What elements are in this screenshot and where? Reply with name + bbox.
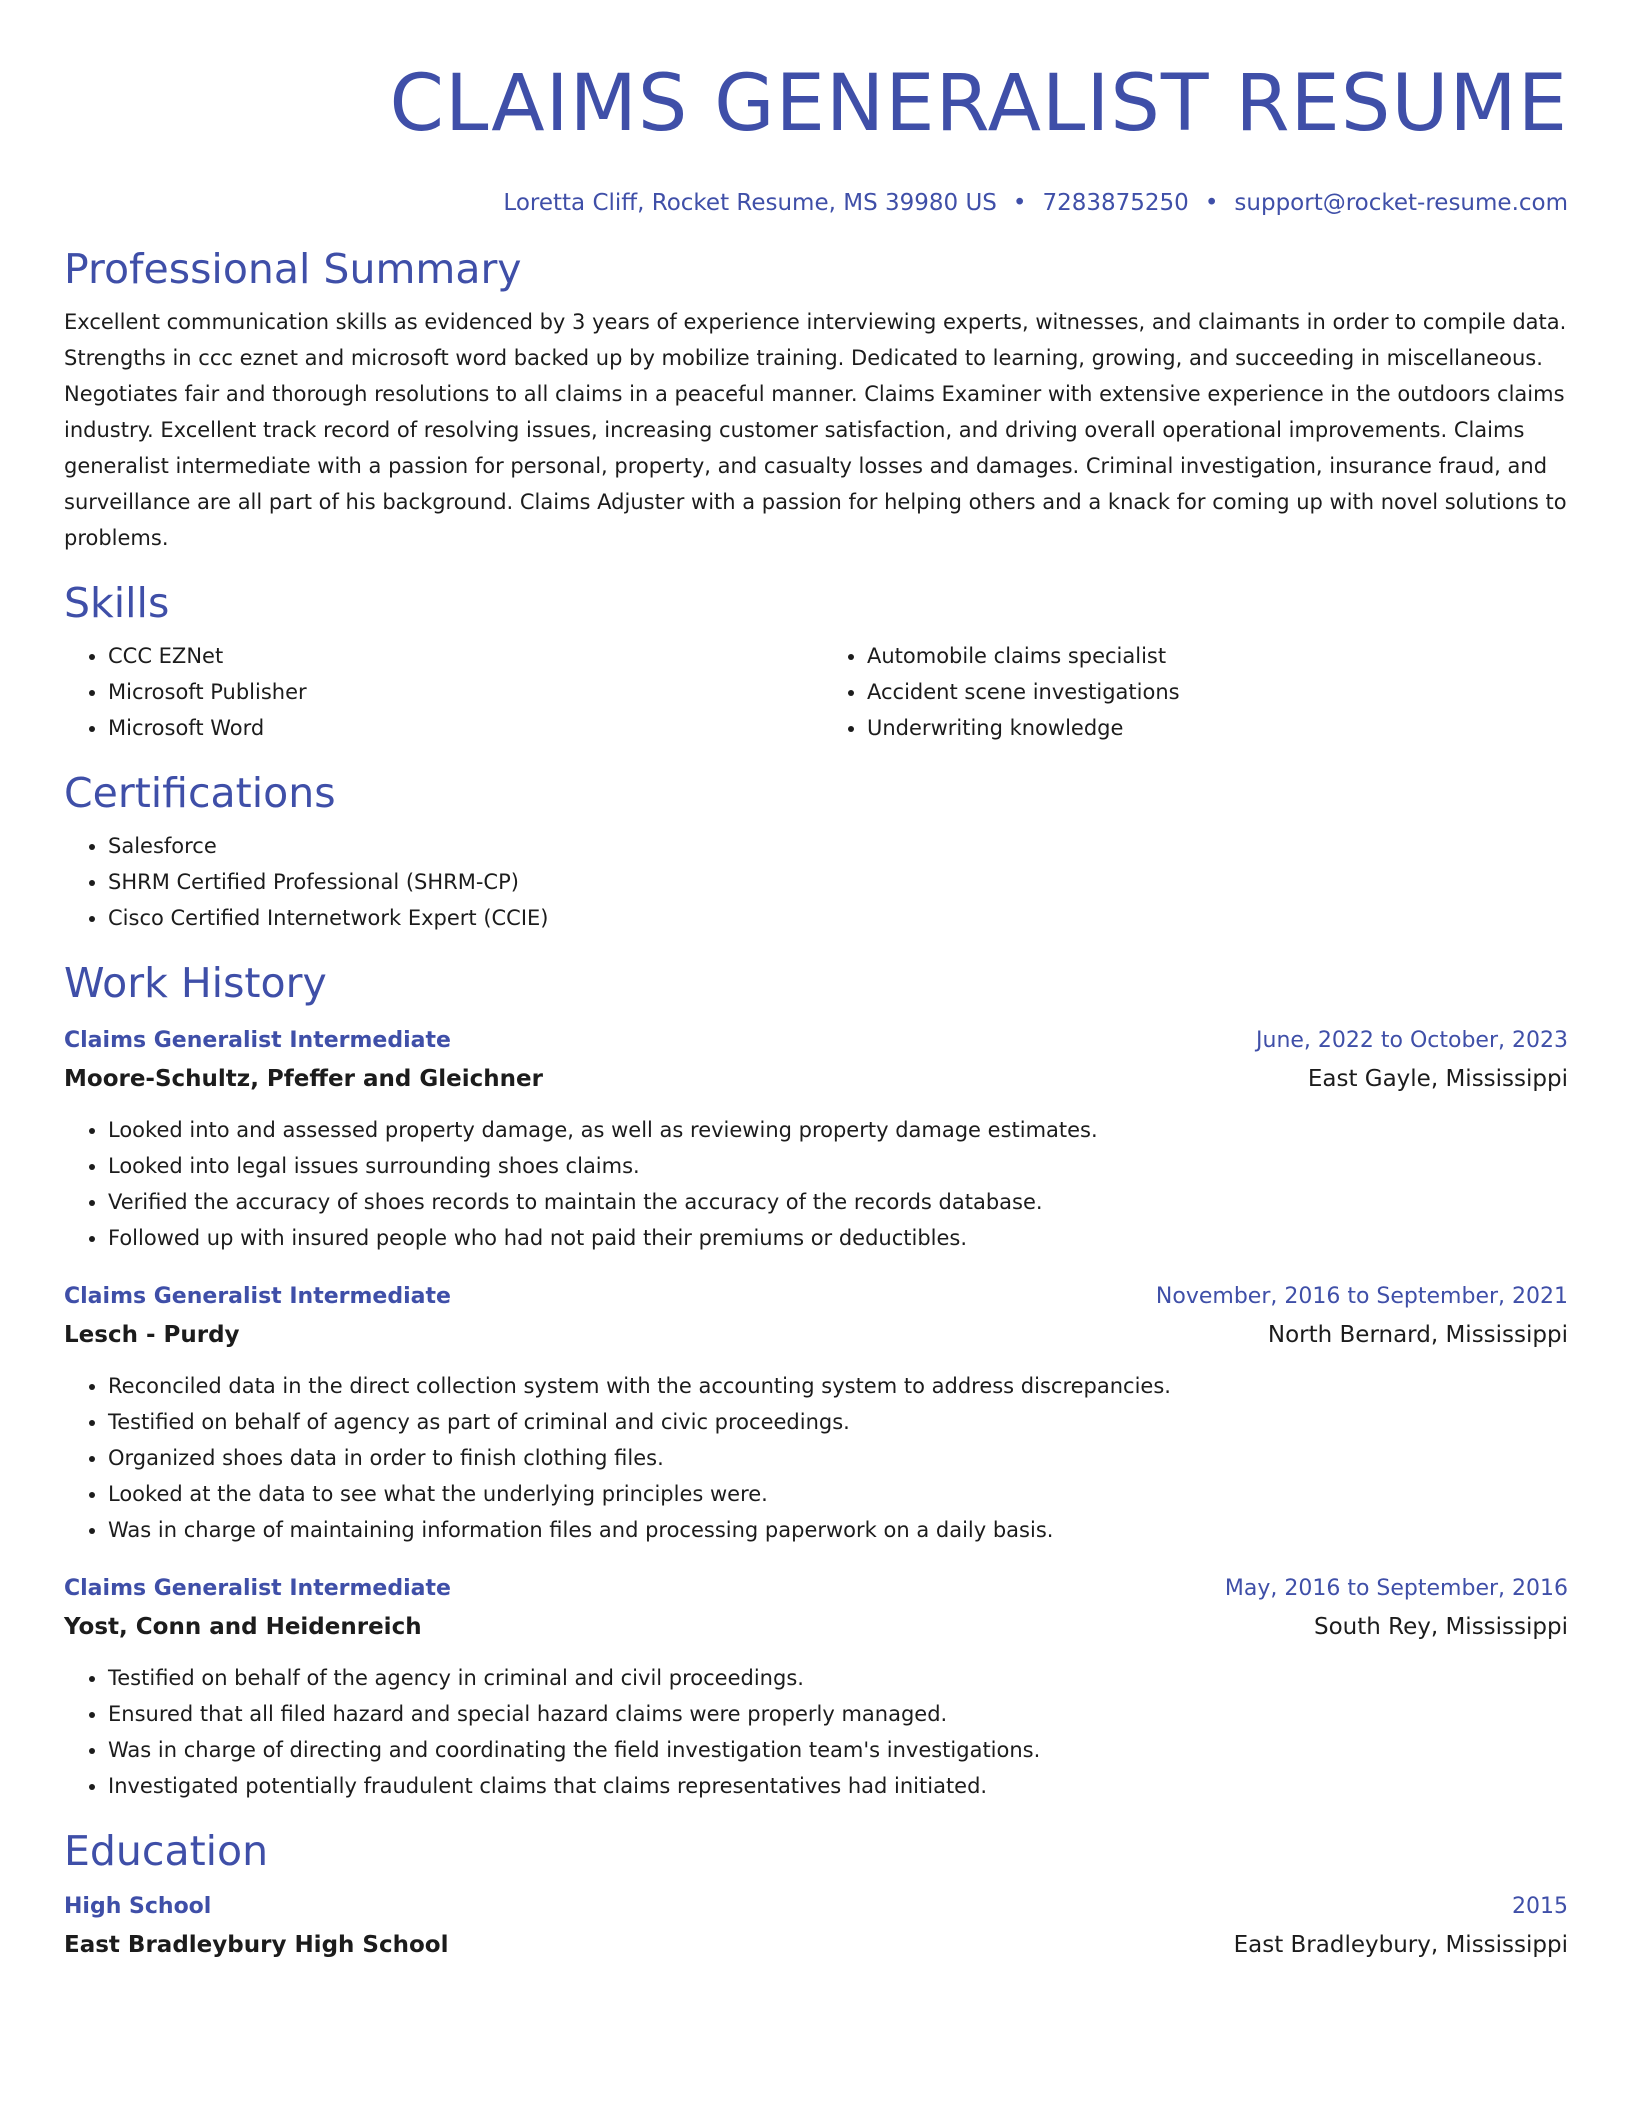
job-bullet: • Looked at the data to see what the underlying principles were. <box>108 1476 1568 1512</box>
job-location: North Bernard, Mississippi <box>1267 1322 1568 1348</box>
skill-item: • Automobile claims specialist <box>867 638 1568 674</box>
job-dates: November, 2016 to September, 2021 <box>1155 1284 1568 1309</box>
job-bullet: • Investigated potentially fraudulent claims that claims representatives had initiated. <box>108 1768 1568 1804</box>
job-title: Claims Generalist Intermediate <box>64 1284 451 1309</box>
job-bullets <box>64 1368 1568 1548</box>
job-bullets <box>64 1660 1568 1804</box>
job-bullet: • Verified the accuracy of shoes records to maintain the accuracy of the records database. <box>108 1184 1568 1220</box>
skills-left-column <box>64 638 809 746</box>
job-bullet: • Reconciled data in the direct collection system with the accounting system to address discrepancies. <box>108 1368 1568 1404</box>
job-bullet: • Was in charge of maintaining information files and processing paperwork on a daily basis. <box>108 1512 1568 1548</box>
certifications-list <box>64 828 1568 936</box>
job-employer: Yost, Conn and Heidenreich <box>64 1614 422 1640</box>
work-history-heading: Work History <box>64 959 327 1007</box>
contact-separator: • <box>1204 190 1219 216</box>
job-bullet: • Testified on behalf of the agency in criminal and civil proceedings. <box>108 1660 1568 1696</box>
job-bullet: • Followed up with insured people who had not paid their premiums or deductibles. <box>108 1220 1568 1256</box>
job-bullet: • Was in charge of directing and coordinating the field investigation team's investigations. <box>108 1732 1568 1768</box>
contact-separator: • <box>1012 190 1027 216</box>
summary-heading: Professional Summary <box>64 245 522 293</box>
education-year: 2015 <box>1512 1894 1568 1919</box>
contact-email: support@rocket-resume.com <box>1234 190 1568 216</box>
job-bullets <box>64 1112 1568 1256</box>
job-location: East Gayle, Mississippi <box>1307 1066 1568 1092</box>
skill-item: • CCC EZNet <box>108 638 809 674</box>
contact-address: Loretta Cliff, Rocket Resume, MS 39980 US <box>503 190 997 216</box>
job-dates: June, 2022 to October, 2023 <box>1256 1028 1568 1053</box>
job-employer: Moore-Schultz, Pfeffer and Gleichner <box>64 1066 543 1092</box>
job-bullet: • Looked into and assessed property damage, as well as reviewing property damage estimates. <box>108 1112 1568 1148</box>
job-entry <box>64 1022 1568 1256</box>
skill-item: • Accident scene investigations <box>867 674 1568 710</box>
job-bullet: • Ensured that all filed hazard and special hazard claims were properly managed. <box>108 1696 1568 1732</box>
certification-item: • Cisco Certified Internetwork Expert (CCIE) <box>108 900 1568 936</box>
job-location: South Rey, Mississippi <box>1313 1614 1568 1640</box>
job-bullet: • Organized shoes data in order to finish clothing files. <box>108 1440 1568 1476</box>
skills-heading: Skills <box>64 579 170 627</box>
education-school: East Bradleybury High School <box>64 1932 449 1958</box>
job-employer: Lesch - Purdy <box>64 1322 240 1348</box>
summary-text: Excellent communication skills as evidenced by 3 years of experience interviewing experts, witnesses, and claimants in order to compile data. Strengths in ccc eznet and microsoft word backed up by mobilize training. Dedicated to learning, growing, and succeeding in miscellaneous. Negotiates fair and thorough resolutions to all claims in a peaceful manner. Claims Examiner with extensive experience in the outdoors claims industry. Excellent track record of resolving issues, increasing customer satisfaction, and driving overall operational improvements. Claims generalist intermediate with a passion for personal, property, and casualty losses and damages. Criminal investigation, insurance fraud, and surveillance are all part of his background. Claims Adjuster with a passion for helping others and a knack for coming up with novel solutions to problems. <box>64 310 1567 550</box>
certification-item: • SHRM Certified Professional (SHRM-CP) <box>108 864 1568 900</box>
skill-item: • Microsoft Publisher <box>108 674 809 710</box>
job-entry <box>64 1278 1568 1548</box>
job-entry <box>64 1570 1568 1804</box>
contact-line <box>64 188 1568 218</box>
education-location: East Bradleybury, Mississippi <box>1233 1932 1568 1958</box>
certification-item: • Salesforce <box>108 828 1568 864</box>
job-bullet: • Testified on behalf of agency as part of criminal and civic proceedings. <box>108 1404 1568 1440</box>
resume-title: CLAIMS GENERALIST RESUME <box>389 59 1568 149</box>
skill-item: • Underwriting knowledge <box>867 710 1568 746</box>
education-heading: Education <box>64 1827 269 1875</box>
job-dates: May, 2016 to September, 2016 <box>1224 1576 1568 1601</box>
certifications-heading: Certifications <box>64 769 336 817</box>
education-entry <box>64 1888 1568 1964</box>
education-degree: High School <box>64 1894 212 1919</box>
contact-phone: 7283875250 <box>1042 190 1189 216</box>
job-title: Claims Generalist Intermediate <box>64 1028 451 1053</box>
skills-right-column <box>809 638 1568 746</box>
skill-item: • Microsoft Word <box>108 710 809 746</box>
job-bullet: • Looked into legal issues surrounding shoes claims. <box>108 1148 1568 1184</box>
skills-list <box>64 628 1568 746</box>
job-title: Claims Generalist Intermediate <box>64 1576 451 1601</box>
